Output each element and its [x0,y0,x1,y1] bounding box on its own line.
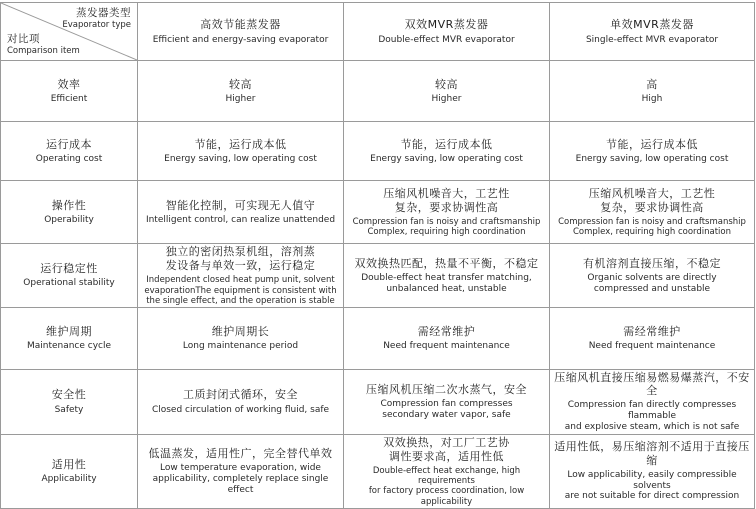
cell-text-en: Compression fan directly compresses flammable [567,400,737,422]
cell-text-en: the single effect, and the operation is stable [146,295,335,306]
table-cell [138,122,344,181]
table-row-operating-cost [1,122,755,181]
header-row [1,3,755,61]
table-row-efficiency [1,61,755,122]
row-label-cell [1,181,138,244]
cell-text-zh: 节能，运行成本低 [400,137,493,151]
cell-text-en: Higher [225,93,256,104]
cell-text-en: Compression fan is noisy and craftsmanship [352,217,541,227]
cell-text-en: Double-effect heat exchange, high requirements [372,466,521,487]
cell-text-en: High [641,93,663,104]
table-cell [344,244,550,308]
cell-text-en: Energy saving, low operating cost [370,153,523,164]
cell-text-zh: 压缩风机压缩二次水蒸气，安全 [366,382,527,396]
cell-text-zh: 调性要求高，适用性低 [389,449,504,463]
cell-text-en: Compression fan compresses [380,399,513,410]
table-cell [344,307,550,369]
table-cell [550,434,755,508]
table-cell [344,61,550,122]
comparison-item-label [7,33,80,56]
cell-text-zh: 节能，运行成本低 [194,137,287,151]
cell-text-zh: 有机溶剂直接压缩，不稳定 [583,256,721,270]
row-label-en: Operability [44,214,94,225]
row-label-cell [1,122,138,181]
cell-text-en: Long maintenance period [182,341,299,352]
cell-text-en: Energy saving, low operating cost [575,153,729,164]
table-cell [138,244,344,308]
cell-text-en: secondary water vapor, safe [382,409,511,420]
cell-text-en: Double-effect heat transfer matching, [361,272,532,283]
cell-text-en: unbalanced heat, unstable [386,283,507,294]
table-cell [550,122,755,181]
row-label-en: Operating cost [35,153,103,164]
cell-text-en: Organic solvents are directly [587,272,717,283]
column-header-en: Efficient and energy-saving evaporator [152,34,329,45]
row-label-zh: 适用性 [51,457,87,471]
evaporator-type-zh: 蒸发器类型 [76,7,131,19]
cell-text-zh: 双效换热匹配，热量不平衡，不稳定 [354,256,539,270]
cell-text-en: Low temperature evaporation, wide [160,463,321,474]
cell-text-zh: 双效换热，对工厂工艺协 [383,435,510,449]
cell-text-en: are not suitable for direct compression [564,491,740,502]
cell-text-zh: 需经常维护 [623,324,681,338]
row-label-zh: 运行成本 [46,137,92,151]
table-cell [344,369,550,434]
row-label-en: Safety [54,404,84,415]
corner-header-cell [1,3,138,61]
cell-text-zh: 高 [646,77,658,91]
cell-text-en: Higher [431,93,462,104]
cell-text-en: for factory process coordination, low applicability [368,486,525,507]
row-label-cell [1,307,138,369]
cell-text-en: Need frequent maintenance [383,341,510,352]
evaporator-type-label [62,7,131,30]
cell-text-en: and explosive steam, which is not safe [564,421,740,432]
cell-text-en: Compression fan is noisy and craftsmanship [558,217,746,227]
table-cell [550,181,755,244]
cell-text-en: compressed and unstable [593,283,711,294]
table-row-operability [1,181,755,244]
evaporator-type-en: Evaporator type [62,19,131,30]
table-row-maintenance-cycle [1,307,755,369]
table-cell [344,181,550,244]
cell-text-en: Complex, requiring high coordination [367,227,526,238]
table-cell [550,369,755,434]
row-label-zh: 操作性 [51,198,87,212]
cell-text-zh: 维护周期长 [211,324,270,338]
column-header-zh: 高效节能蒸发器 [200,17,281,31]
cell-text-en: evaporationThe equipment is consistent with [144,285,337,296]
cell-text-en: Low applicability, easily compressible solvents [567,469,737,491]
table-cell [344,434,550,508]
cell-text-zh: 智能化控制，可实现无人值守 [165,198,316,212]
cell-text-zh: 较高 [435,77,458,91]
row-label-cell [1,369,138,434]
cell-text-zh: 复杂，要求协调性高 [600,200,704,214]
column-header-zh: 单效MVR蒸发器 [610,17,694,31]
cell-text-zh: 独立的密闭热泵机组，溶剂蒸 [165,245,316,258]
column-header-en: Single-effect MVR evaporator [585,34,719,45]
table-row-operational-stability [1,244,755,308]
table-row-safety [1,369,755,434]
table-cell [344,122,550,181]
table-cell [138,434,344,508]
table-cell [550,61,755,122]
cell-text-en: Intelligent control, can realize unattended [145,214,336,225]
cell-text-zh: 适用性低，易压缩溶剂不适用于直接压缩 [554,440,750,467]
cell-text-zh: 复杂，要求协调性高 [394,200,499,214]
cell-text-zh: 发设备与单效一致，运行稳定 [165,259,316,273]
table-cell [138,307,344,369]
cell-text-en: Independent closed heat pump unit, solvent [146,275,335,286]
row-label-cell [1,434,138,508]
row-label-en: Operational stability [23,278,115,289]
column-header-zh: 双效MVR蒸发器 [404,17,489,31]
cell-text-en: Need frequent maintenance [588,341,716,352]
cell-text-en: Closed circulation of working fluid, safe [151,404,330,415]
row-label-en: Efficient [50,93,88,104]
cell-text-zh: 节能，运行成本低 [606,137,698,151]
column-header-single-effect-mvr [550,3,755,61]
cell-text-zh: 压缩风机噪音大，工艺性 [383,186,510,200]
table-cell [550,307,755,369]
cell-text-en: Complex, requiring high coordination [573,227,731,238]
row-label-zh: 安全性 [51,388,87,402]
cell-text-zh: 压缩风机直接压缩易燃易爆蒸汽，不安全 [554,370,750,398]
cell-text-zh: 工质封闭式循环，安全 [183,388,298,402]
cell-text-zh: 较高 [229,77,252,91]
row-label-zh: 运行稳定性 [40,261,98,275]
table-cell [138,181,344,244]
column-header-efficient-evaporator [138,3,344,61]
row-label-zh: 维护周期 [46,324,92,338]
table-cell [550,244,755,308]
cell-text-zh: 压缩风机噪音大，工艺性 [588,186,716,200]
column-header-en: Double-effect MVR evaporator [378,34,515,45]
column-header-double-effect-mvr [344,3,550,61]
comparison-item-zh: 对比项 [7,33,40,46]
cell-text-en: applicability, completely replace single effect [152,473,329,495]
cell-text-zh: 低温蒸发，适用性广，完全替代单效 [148,446,333,460]
cell-text-zh: 需经常维护 [417,324,476,338]
table-cell [138,369,344,434]
row-label-en: Maintenance cycle [26,341,112,352]
row-label-cell [1,61,138,122]
evaporator-comparison-table [0,2,755,509]
comparison-item-en: Comparison item [7,45,80,56]
table-row-applicability [1,434,755,508]
row-label-cell [1,244,138,308]
cell-text-en: Energy saving, low operating cost [164,153,317,164]
table-cell [138,61,344,122]
row-label-zh: 效率 [57,77,81,91]
row-label-en: Applicability [41,473,97,484]
